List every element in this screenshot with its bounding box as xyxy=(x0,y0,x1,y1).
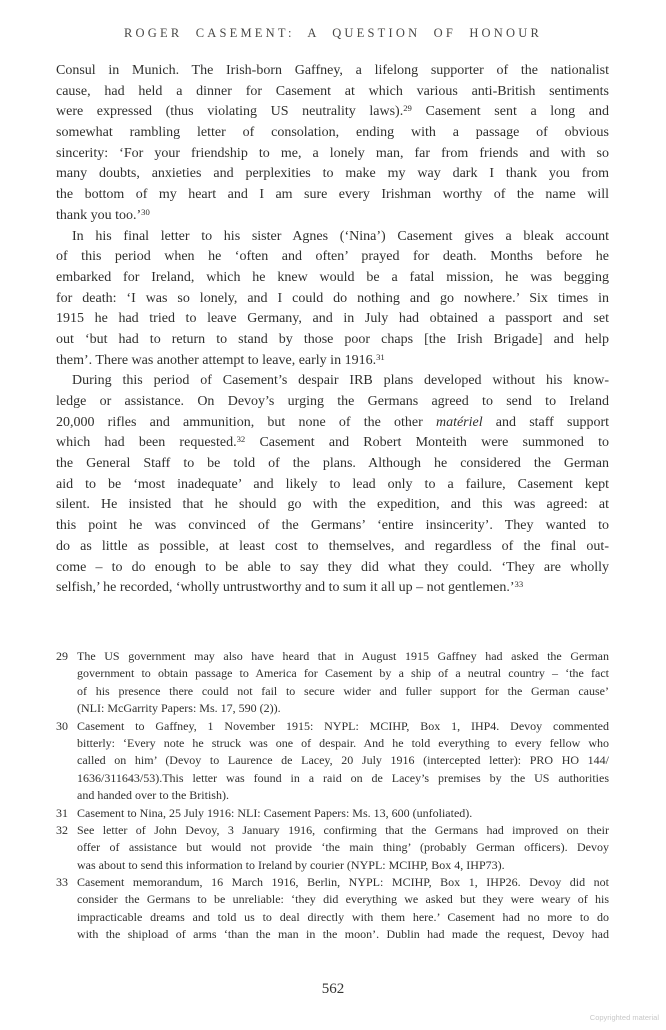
page-number: 562 xyxy=(321,981,345,997)
text-line: of this period when he ‘often and often’ prayed for death. Months before he xyxy=(56,249,609,265)
text-line: bitterly: ‘Every note he struck was one of despair. And he told everything to every fellow who xyxy=(77,735,609,750)
footnote-number: 31 xyxy=(56,805,68,820)
text-line: (NLI: McGarrity Papers: Ms. 17, 590 (2)). xyxy=(77,701,281,716)
text-line: with the shipload of arms ‘than the man in the moon’. Dublin had made the request, Devoy had xyxy=(77,927,609,942)
text-line: 20,000 rifles and ammunition, but none of the other matériel and staff support xyxy=(56,414,609,430)
footnote xyxy=(56,648,609,718)
text-line: aid to be ‘most inadequate’ and likely to lead only to a failure, Casement kept xyxy=(56,476,609,492)
text-line: embarked for Ireland, which he knew would be a fatal mission, he was begging xyxy=(56,269,609,285)
text-line: sincerity: ‘For your friendship to me, a lonely man, far from friends and with so xyxy=(56,145,609,161)
text-line: and handed over to the British). xyxy=(77,788,229,803)
text-line: Consul in Munich. The Irish-born Gaffney, a lifelong supporter of the nationalist xyxy=(56,63,609,78)
text-line: cause, had held a dinner for Casement at which various anti-British sentiments xyxy=(56,83,609,99)
footnote xyxy=(56,718,609,805)
text-line: come – to do enough to be able to say they did what they could. ‘They are wholly xyxy=(56,559,609,575)
paragraph xyxy=(56,61,609,227)
text-line: called on him’ (Devoy to Laurence de Lacey, 20 July 1916 (intercepted letter): PRO HO 144/ xyxy=(77,753,609,768)
text-line: See letter of John Devoy, 3 January 1916, confirming that the Germans had improved on their xyxy=(77,822,609,837)
text-line: for death: ‘I was so lonely, and I could do nothing and go nowhere.’ Six times in xyxy=(56,290,609,306)
text-line: Casement to Gaffney, 1 November 1915: NYPL: MCIHP, Box 1, IHP4. Devoy commented xyxy=(77,718,609,733)
text-line: consider the Germans to be unreliable: ‘they did everything we asked but they were weary of his xyxy=(77,892,609,907)
text-line: was about to send this information to Ireland by courier (NYPL: MCIHP, Box 4, IHP73). xyxy=(77,857,505,872)
footnote-number: 33 xyxy=(56,875,68,890)
text-line: 1915 he had tried to leave Germany, and in July had obtained a passport and set xyxy=(56,311,609,327)
body-text xyxy=(56,61,609,599)
footnotes-section xyxy=(56,648,609,944)
text-line: of his presence there could not fail to secure wider and fuller support for the German cause’ xyxy=(77,683,609,698)
text-line: 1636/311643/53).This letter was found in a raid on de Lacey’s premises by the US authorities xyxy=(77,770,609,785)
text-line: this point he was convinced of the Germans’ ‘entire insincerity’. They wanted to xyxy=(56,518,609,534)
text-line: do as little as possible, at least cost to themselves, and regardless of the final out- xyxy=(56,538,609,554)
footnote-number: 30 xyxy=(56,718,68,733)
text-line: During this period of Casement’s despair IRB plans developed without his know- xyxy=(72,373,609,389)
text-line: impracticable dreams and told us to deal directly with them here.’ Casement had no more to do xyxy=(77,909,609,924)
text-line: silent. He insisted that he should go with the expedition, and this was agreed: at xyxy=(56,497,609,513)
text-line: selfish,’ he recorded, ‘wholly untrustworthy and to sum it all up – not gentlemen.’$^{33}$ xyxy=(56,579,524,596)
footnote xyxy=(56,805,609,822)
footnote-number: 32 xyxy=(56,822,68,837)
footnote xyxy=(56,874,609,944)
text-line: Casement memorandum, 16 March 1916, Berlin, NYPL: MCIHP, Box 1, IHP26. Devoy did not xyxy=(77,875,609,890)
text-line: somewhat rambling letter of consolation, ending with a passage of obvious xyxy=(56,125,609,141)
text-line: many doubts, anxieties and perplexities to make my way dark I thank you from xyxy=(56,166,609,182)
copyright-watermark: Copyrighted material xyxy=(589,1013,659,1022)
text-line: out ‘but had to return to stand by those poor chaps [the Irish Brigade] and help xyxy=(56,331,609,347)
text-line: the General Staff to be told of the plans. Although he considered the German xyxy=(56,456,609,472)
running-header: ROGER CASEMENT: A QUESTION OF HONOUR xyxy=(124,26,542,40)
text-line: The US government may also have heard that in August 1915 Gaffney had asked the German xyxy=(77,649,609,663)
paragraph xyxy=(56,371,609,599)
text-line: offer of assistance but would not provide ‘the main thing’ (probably German officers). Devoy xyxy=(77,840,609,855)
text-line: which had been requested.$^{32}$ Casement and Robert Monteith were summoned to xyxy=(56,434,609,451)
paragraph xyxy=(56,227,609,372)
text-line: thank you too.’$^{30}$ xyxy=(56,206,150,223)
text-line: ledge or assistance. On Devoy’s urging the Germans agreed to send to Ireland xyxy=(56,394,609,409)
text-line: were expressed (thus violating US neutrality laws).$^{29}$ Casement sent a long and xyxy=(56,103,609,120)
text-line: them’. There was another attempt to leave, early in 1916.31 xyxy=(56,351,385,368)
text-line: Casement to Nina, 25 July 1916: NLI: Casement Papers: Ms. 13, 600 (unfoliated). xyxy=(77,805,473,820)
text-line: In his final letter to his sister Agnes (‘Nina’) Casement gives a bleak account xyxy=(72,228,609,244)
text-line: the bottom of my heart and I am sure every Irishman worthy of the name will xyxy=(56,187,609,203)
footnote-number: 29 xyxy=(56,649,68,663)
text-line: government to obtain passage to America for Casement by a ship of a neutral country – ‘the fact xyxy=(77,666,609,681)
footnote xyxy=(56,822,609,874)
